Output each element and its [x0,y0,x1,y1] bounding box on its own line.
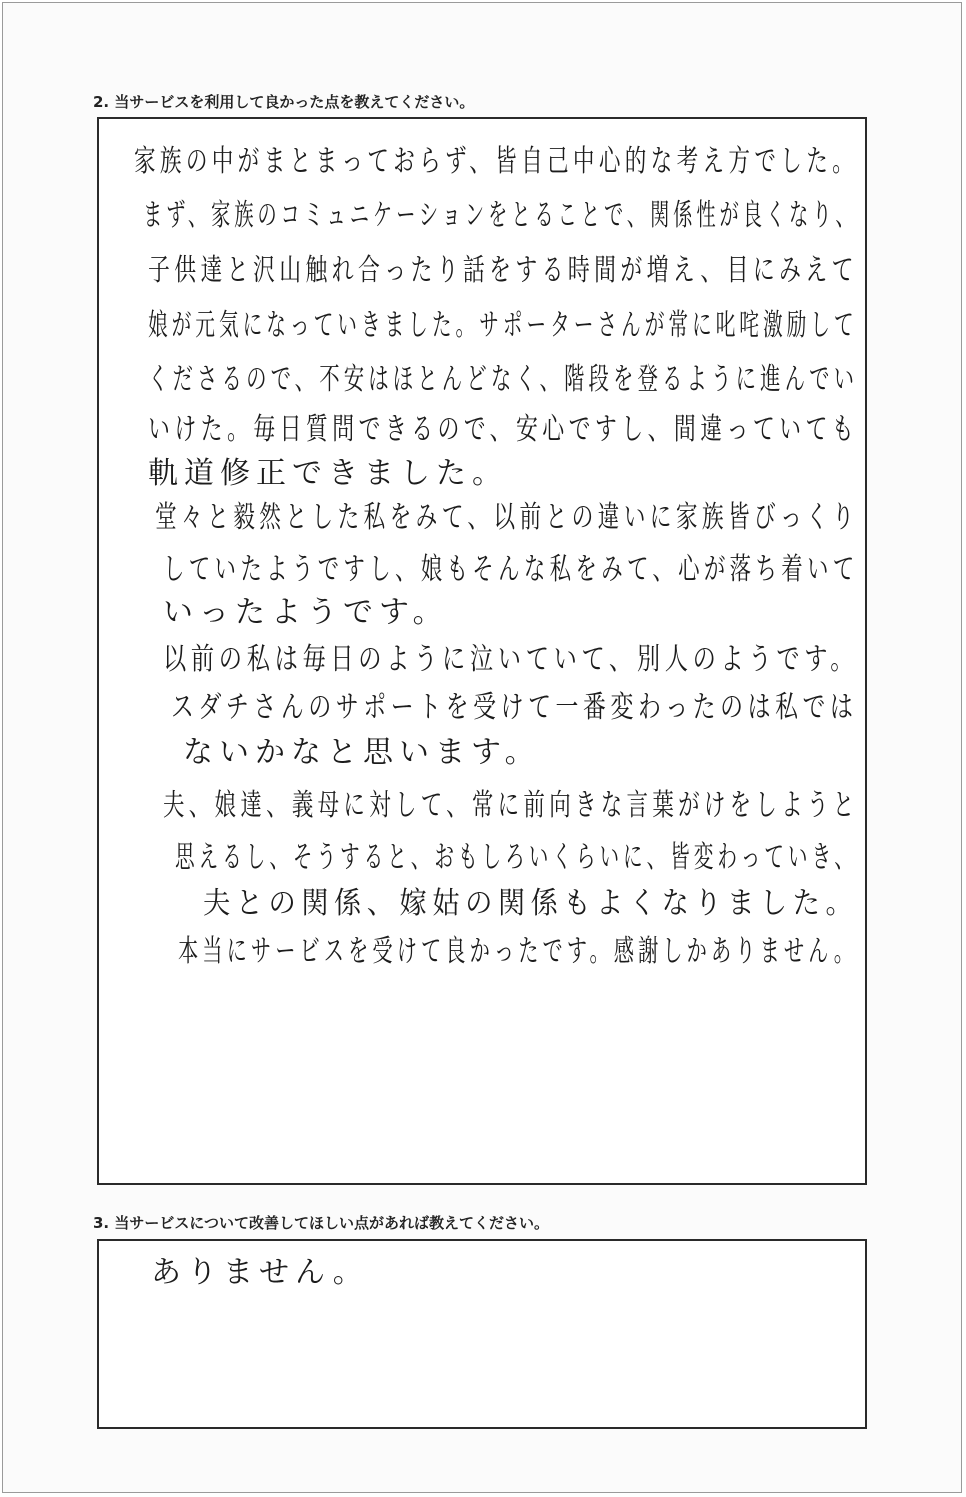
answer-2-line: 家族の中がまとまっておらず、皆自己中心的な考え方でした。 [134,144,859,179]
answer-2-line: まず、家族のコミュニケーションをとることで、関係性が良くなり、 [143,198,859,233]
answer-2-line: ないかなと思います。 [183,735,541,770]
answer-2-line: していたようですし、娘もそんな私をみて、心が落ち着いて [163,552,859,587]
answer-2-line: スダチさんのサポートを受けて一番変わったのは私では [171,690,858,725]
answer-2-line: 夫との関係、嫁姑の関係もよくなりました。 [203,886,859,921]
answer-2-line: 堂々と毅然とした私をみて、以前との違いに家族皆びっくり [155,500,859,535]
answer-2-line: いけた。毎日質問できるので、安心ですし、間違っていても [148,412,859,447]
answer-2-line: 夫、娘達、義母に対して、常に前向きな言葉がけをしようと [163,788,859,823]
answer-2-line: くださるので、不安はほとんどなく、階段を登るように進んでい [148,362,859,397]
answer-2-line: 娘が元気になっていきました。サポーターさんが常に叱咤激励して [148,308,858,343]
answer-2-line: 思えるし、そうすると、おもしろいくらいに、皆変わっていき、 [175,840,858,875]
answer-2-line: 以前の私は毎日のように泣いていて、別人のようです。 [163,642,859,677]
answer-2-line: 子供達と沢山触れ合ったり話をする時間が増え、目にみえて [148,253,858,288]
answer-3-line: ありません。 [151,1255,369,1290]
answer-2-line: いったようです。 [163,595,449,630]
answer-2-line: 軌道修正できました。 [148,456,508,491]
question-2-label: 2. 当サービスを利用して良かった点を教えてください。 [93,93,475,111]
question-3-label: 3. 当サービスについて改善してほしい点があれば教えてください。 [93,1214,550,1232]
answer-2-line: 本当にサービスを受けて良かったです。感謝しかありません。 [178,934,858,969]
questionnaire-sheet [2,2,962,1493]
